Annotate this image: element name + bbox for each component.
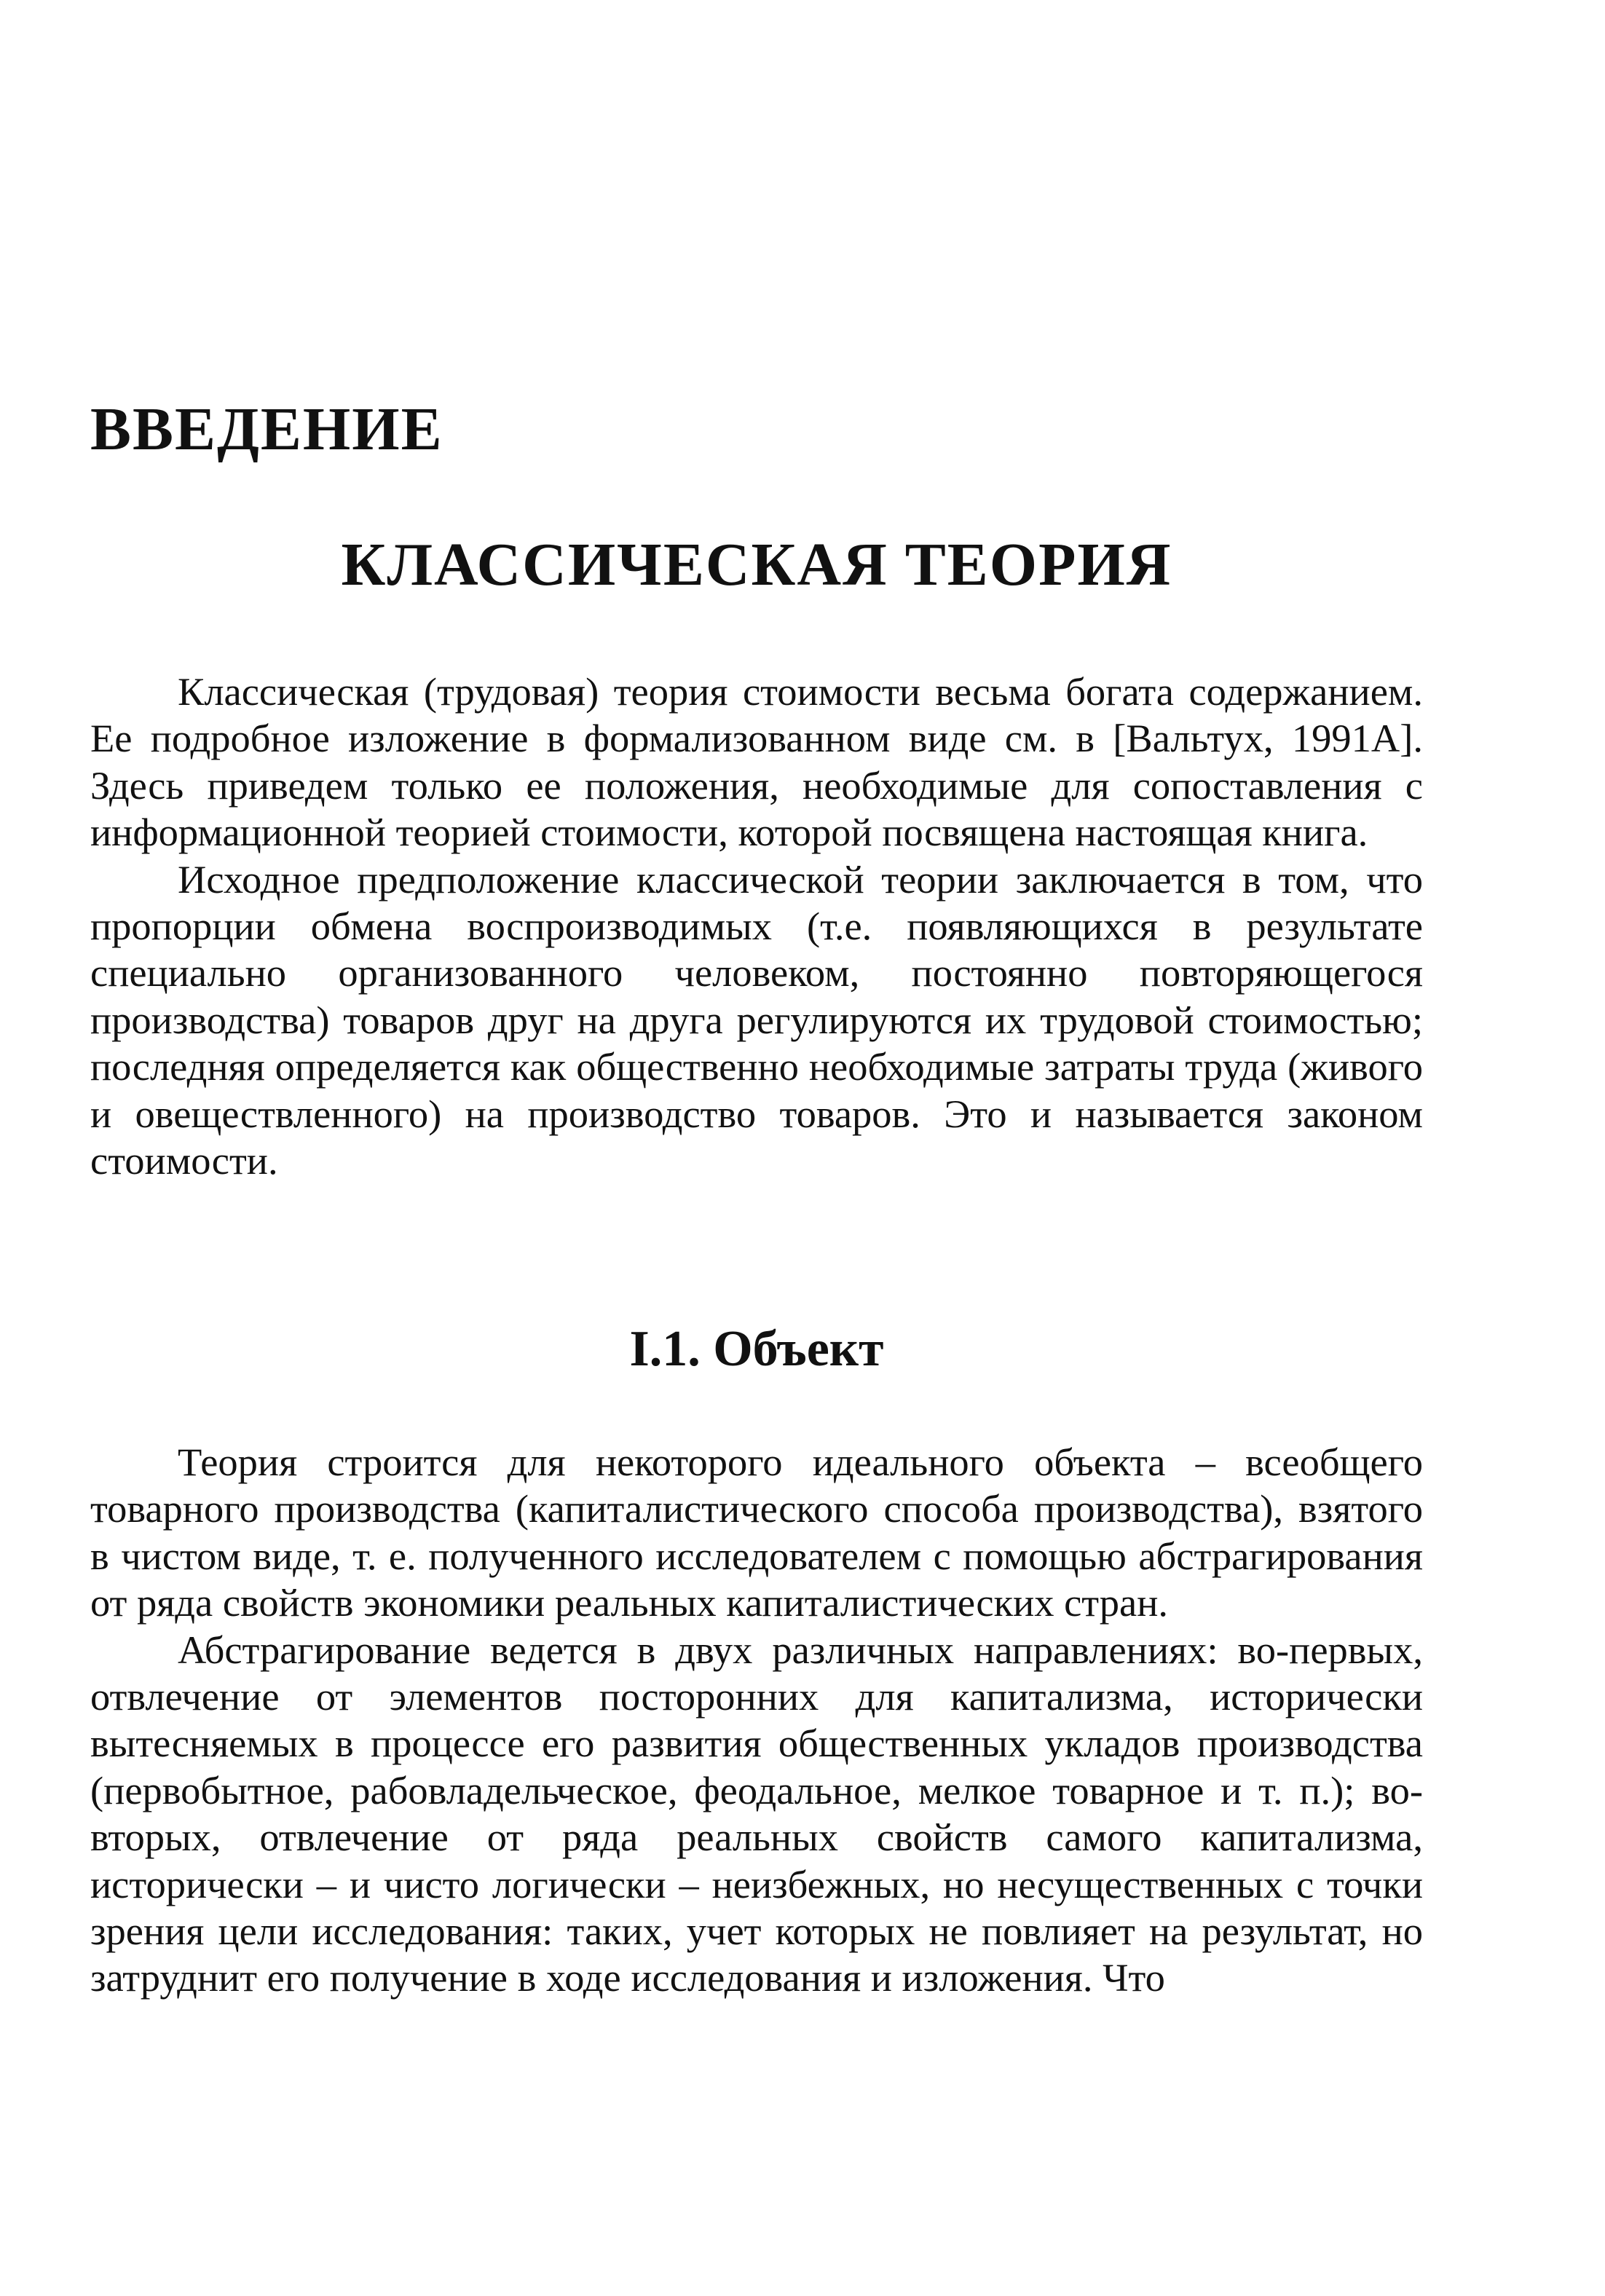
paragraph: Классическая (трудовая) теория стоимости весьма богата содержанием. Ее подробное изложение в формализованном виде см. в [Вальтух, 1991А]. Здесь приведем только ее положения, необходимые для сопоставления с информационной теорией стоимости, которой посвящена настоящая книга. xyxy=(90,669,1423,855)
section-text xyxy=(90,1439,1423,2002)
part-title: ВВЕДЕНИЕ xyxy=(90,395,443,463)
paragraph: Исходное предположение классической теории заключается в том, что пропорции обмена воспроизводимых (т.е. появляющихся в результате специально организованного человеком, постоянно повторяющегося производства) товаров друг на друга регулируются их трудовой стоимостью; последняя определяется как общественно необходимые затраты труда (живого и овеществленного) на производство товаров. Это и называется законом стоимости. xyxy=(90,856,1423,1183)
paragraph: Теория строится для некоторого идеального объекта – всеобщего товарного производства (капиталистического способа производства), взятого в чистом виде, т. е. полученного исследователем с помощью абстрагирования от ряда свойств экономики реальных капиталистических стран. xyxy=(90,1440,1423,1625)
section-title: I.1. Объект xyxy=(629,1321,884,1377)
chapter-title: КЛАССИЧЕСКАЯ ТЕОРИЯ xyxy=(341,531,1172,599)
paragraph: Абстрагирование ведется в двух различных направлениях: во-первых, отвлечение от элементов посторонних для капитализма, исторически вытесняемых в процессе его развития общественных укладов производства (первобытное, рабовладельческое, феодальное, мелкое товарное и т. п.); во-вторых, отвлечение от ряда реальных свойств самого капитализма, исторически – и чисто логически – неизбежных, но несущественных с точки зрения цели исследования: таких, учет которых не повлияет на результат, но затруднит его получение в ходе исследования и изложения. Что xyxy=(90,1627,1423,2000)
intro-text xyxy=(90,668,1423,1184)
